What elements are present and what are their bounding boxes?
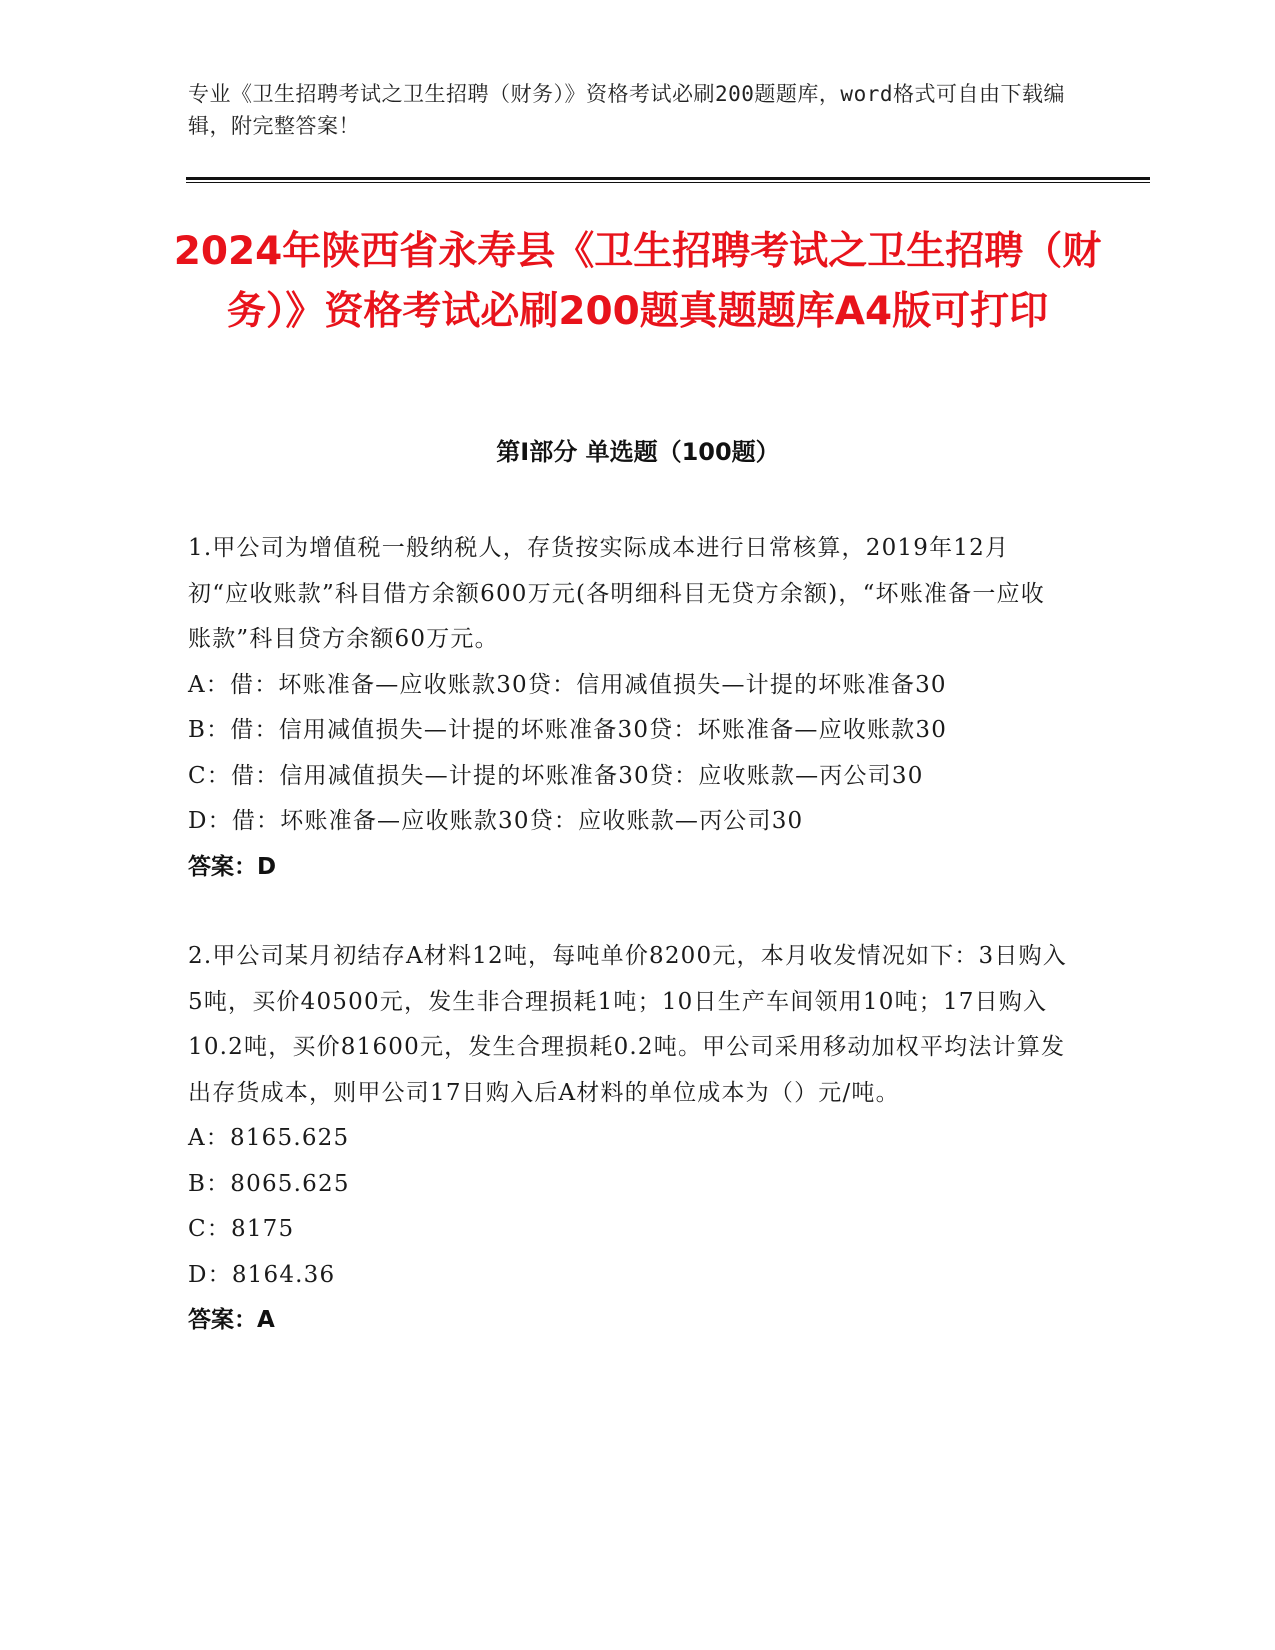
option-a: A：8165.625 xyxy=(188,1125,350,1151)
answer: 答案：D xyxy=(188,853,277,880)
question-stem: 2.甲公司某月初结存A材料12吨，每吨单价8200元，本月收发情况如下：3日购入5吨，买价40500元，发生非合理损耗1吨；10日生产车间领用10吨；17日购入10.2吨，买价81600元，发生合理损耗0.2吨。甲公司采用移动加权平均法计算发出存货成本，则甲公司17日购入后A材料的单位成本为（）元/吨。 xyxy=(188,943,1067,1106)
option-d: D：借：坏账准备—应收账款30贷：应收账款—丙公司30 xyxy=(188,808,804,834)
question-list xyxy=(188,526,1068,1388)
section-title: 第I部分 单选题（100题） xyxy=(496,438,780,466)
option-c: C：借：信用减值损失—计提的坏账准备30贷：应收账款—丙公司30 xyxy=(188,762,924,789)
option-a: A：借：坏账准备—应收账款30贷：信用减值损失—计提的坏账准备30 xyxy=(188,671,947,698)
answer: 答案：A xyxy=(188,1307,275,1333)
document-title: 2024年陕西省永寿县《卫生招聘考试之卫生招聘（财务）》资格考试必刷200题真题题库A4版可打印 xyxy=(173,229,1102,334)
header-note: 专业《卫生招聘考试之卫生招聘（财务）》资格考试必刷200题题库，word格式可自由下载编辑，附完整答案！ xyxy=(188,82,1065,138)
question-2 xyxy=(188,934,1068,1344)
option-d: D：8164.36 xyxy=(188,1261,336,1288)
option-b: B：8065.625 xyxy=(188,1170,350,1197)
option-c: C：8175 xyxy=(188,1216,295,1242)
option-b: B：借：信用减值损失—计提的坏账准备30贷：坏账准备—应收账款30 xyxy=(188,717,948,743)
question-1 xyxy=(188,526,1068,890)
header-rule-thick xyxy=(186,177,1150,180)
header-rule-thin xyxy=(186,182,1150,183)
question-stem: 1.甲公司为增值税一般纳税人，存货按实际成本进行日常核算，2019年12月初“应收账款”科目借方余额600万元(各明细科目无贷方余额)，“坏账准备一应收账款”科目贷方余额60万元。 xyxy=(188,535,1045,652)
